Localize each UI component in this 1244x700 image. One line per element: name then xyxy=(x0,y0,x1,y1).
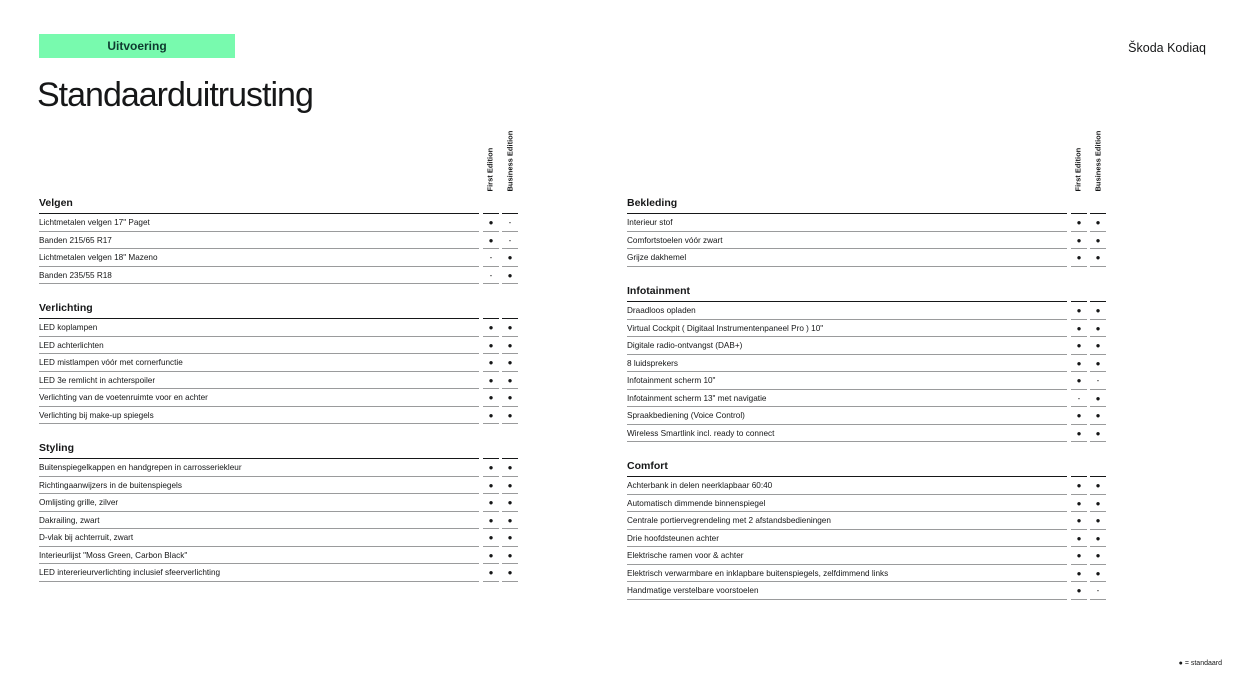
first-edition-value: ● xyxy=(1071,372,1087,390)
first-edition-value: ● xyxy=(1071,477,1087,495)
spec-row xyxy=(627,495,1107,513)
section-title: Verlichting xyxy=(39,302,519,319)
business-edition-value: ● xyxy=(502,267,518,285)
business-edition-value: ● xyxy=(502,477,518,495)
first-edition-value: ● xyxy=(1071,232,1087,250)
first-edition-value: ● xyxy=(1071,355,1087,373)
business-edition-value: ● xyxy=(1090,232,1106,250)
spec-label: Infotainment scherm 10" xyxy=(627,376,716,385)
first-edition-value: ● xyxy=(1071,249,1087,267)
spec-label: Verlichting van de voetenruimte voor en achter xyxy=(39,393,208,402)
spec-row xyxy=(627,547,1107,565)
spec-row xyxy=(39,547,519,565)
business-edition-value: ● xyxy=(502,249,518,267)
spec-section xyxy=(627,285,1107,442)
spec-label: Achterbank in delen neerklapbaar 60:40 xyxy=(627,481,773,490)
business-edition-value: ● xyxy=(1090,390,1106,408)
spec-row xyxy=(39,477,519,495)
spec-row xyxy=(627,425,1107,443)
spec-label: LED intererieurverlichting inclusief sfeerverlichting xyxy=(39,568,221,577)
spec-label: Banden 235/55 R18 xyxy=(39,270,112,280)
first-edition-value: ● xyxy=(483,459,499,477)
spec-row xyxy=(627,530,1107,548)
spec-row xyxy=(39,214,519,232)
first-edition-value: ● xyxy=(1071,320,1087,338)
spec-row xyxy=(39,232,519,250)
section-title: Comfort xyxy=(627,460,1107,477)
spec-label: Spraakbediening (Voice Control) xyxy=(627,411,745,420)
spec-row xyxy=(39,372,519,390)
spec-row xyxy=(627,337,1107,355)
spec-label: Digitale radio-ontvangst (DAB+) xyxy=(627,341,743,350)
first-edition-value: - xyxy=(483,249,499,267)
first-edition-value: ● xyxy=(1071,302,1087,320)
spec-row xyxy=(627,302,1107,320)
spec-label: Dakrailing, zwart xyxy=(39,515,100,525)
business-edition-value: ● xyxy=(502,494,518,512)
business-edition-value: ● xyxy=(502,407,518,425)
spec-label: Lichtmetalen velgen 18" Mazeno xyxy=(39,253,158,262)
spec-row xyxy=(627,390,1107,408)
spec-label: Richtingaanwijzers in de buitenspiegels xyxy=(39,480,182,490)
section-badge: Uitvoering xyxy=(39,34,235,58)
business-edition-value: ● xyxy=(502,354,518,372)
first-edition-value: ● xyxy=(483,529,499,547)
first-edition-value: ● xyxy=(483,372,499,390)
first-edition-value: ● xyxy=(483,214,499,232)
spec-label: 8 luidsprekers xyxy=(627,358,678,368)
legend: ● = standaard xyxy=(1178,660,1222,667)
business-edition-value: ● xyxy=(502,389,518,407)
first-edition-value: ● xyxy=(1071,565,1087,583)
first-edition-value: ● xyxy=(483,494,499,512)
spec-label: Elektrisch verwarmbare en inklapbare buitenspiegels, zelfdimmend links xyxy=(627,568,889,578)
first-edition-value: ● xyxy=(483,389,499,407)
business-edition-value: ● xyxy=(1090,407,1106,425)
spec-label: D-vlak bij achterruit, zwart xyxy=(39,533,134,542)
spec-row xyxy=(39,529,519,547)
spec-row xyxy=(627,565,1107,583)
spec-row xyxy=(39,354,519,372)
business-edition-value: ● xyxy=(1090,355,1106,373)
business-edition-value: ● xyxy=(1090,425,1106,443)
section-title: Velgen xyxy=(39,197,519,214)
first-edition-value: ● xyxy=(1071,582,1087,600)
spec-row xyxy=(627,512,1107,530)
spec-label: Lichtmetalen velgen 17" Paget xyxy=(39,218,150,227)
business-edition-value: ● xyxy=(1090,565,1106,583)
first-edition-value: ● xyxy=(1071,547,1087,565)
business-edition-value: - xyxy=(502,214,518,232)
business-edition-value: ● xyxy=(1090,530,1106,548)
business-edition-value: ● xyxy=(1090,302,1106,320)
spec-label: Virtual Cockpit ( Digitaal Instrumentenpaneel Pro ) 10" xyxy=(627,323,824,333)
first-edition-value: ● xyxy=(483,319,499,337)
spec-section xyxy=(39,302,519,424)
spec-label: LED achterlichten xyxy=(39,340,104,350)
first-edition-value: ● xyxy=(1071,530,1087,548)
spec-label: Interieur stof xyxy=(627,218,673,227)
spec-row xyxy=(39,459,519,477)
first-edition-value: ● xyxy=(483,354,499,372)
section-title: Styling xyxy=(39,442,519,459)
business-edition-value: - xyxy=(502,232,518,250)
spec-row xyxy=(627,372,1107,390)
first-edition-value: - xyxy=(483,267,499,285)
model-name: Škoda Kodiaq xyxy=(1128,41,1206,55)
first-edition-value: ● xyxy=(483,547,499,565)
column-header-business-edition: Business Edition xyxy=(1093,130,1103,192)
column-header-first-edition: First Edition xyxy=(485,147,495,192)
business-edition-value: ● xyxy=(502,319,518,337)
spec-label: Buitenspiegelkappen en handgrepen in carrosseriekleur xyxy=(39,463,242,472)
spec-row xyxy=(39,337,519,355)
first-edition-value: ● xyxy=(1071,512,1087,530)
spec-label: Drie hoofdsteunen achter xyxy=(627,533,719,543)
spec-row xyxy=(627,407,1107,425)
spec-label: Centrale portiervegrendeling met 2 afstandsbedieningen xyxy=(627,516,831,525)
business-edition-value: ● xyxy=(1090,249,1106,267)
first-edition-value: ● xyxy=(483,407,499,425)
spec-label: Draadloos opladen xyxy=(627,306,696,315)
first-edition-value: ● xyxy=(483,232,499,250)
section-title: Infotainment xyxy=(627,285,1107,302)
spec-label: Elektrische ramen voor & achter xyxy=(627,551,744,560)
spec-label: Infotainment scherm 13" met navigatie xyxy=(627,393,767,403)
spec-section xyxy=(627,197,1107,267)
spec-label: Verlichting bij make-up spiegels xyxy=(39,410,154,420)
spec-row xyxy=(39,494,519,512)
business-edition-value: ● xyxy=(1090,214,1106,232)
spec-section xyxy=(39,442,519,582)
spec-row xyxy=(627,249,1107,267)
spec-row xyxy=(39,407,519,425)
business-edition-value: ● xyxy=(502,564,518,582)
spec-label: Grijze dakhemel xyxy=(627,253,687,262)
spec-row xyxy=(627,355,1107,373)
section-title: Bekleding xyxy=(627,197,1107,214)
business-edition-value: - xyxy=(1090,372,1106,390)
spec-label: Handmatige verstelbare voorstoelen xyxy=(627,586,759,595)
business-edition-value: ● xyxy=(1090,337,1106,355)
spec-label: LED koplampen xyxy=(39,323,98,332)
spec-row xyxy=(39,319,519,337)
first-edition-value: ● xyxy=(483,337,499,355)
first-edition-value: ● xyxy=(483,564,499,582)
first-edition-value: ● xyxy=(1071,214,1087,232)
business-edition-value: ● xyxy=(1090,320,1106,338)
spec-label: Comfortstoelen vóór zwart xyxy=(627,235,723,245)
spec-row xyxy=(627,320,1107,338)
business-edition-value: ● xyxy=(1090,477,1106,495)
spec-row xyxy=(39,267,519,285)
business-edition-value: ● xyxy=(1090,512,1106,530)
spec-row xyxy=(627,214,1107,232)
column-header-first-edition: First Edition xyxy=(1073,147,1083,192)
spec-label: Banden 215/65 R17 xyxy=(39,235,112,245)
spec-row xyxy=(39,389,519,407)
spec-section xyxy=(627,460,1107,600)
spec-row xyxy=(39,512,519,530)
spec-row xyxy=(627,582,1107,600)
business-edition-value: ● xyxy=(502,337,518,355)
first-edition-value: ● xyxy=(1071,495,1087,513)
spec-row xyxy=(627,232,1107,250)
spec-row xyxy=(39,564,519,582)
page-title: Standaarduitrusting xyxy=(37,76,313,114)
first-edition-value: ● xyxy=(483,512,499,530)
business-edition-value: ● xyxy=(502,529,518,547)
first-edition-value: ● xyxy=(1071,425,1087,443)
first-edition-value: ● xyxy=(1071,337,1087,355)
business-edition-value: ● xyxy=(1090,495,1106,513)
business-edition-value: ● xyxy=(1090,547,1106,565)
spec-label: LED 3e remlicht in achterspoiler xyxy=(39,375,156,385)
first-edition-value: ● xyxy=(1071,407,1087,425)
column-header-business-edition: Business Edition xyxy=(505,130,515,192)
spec-label: Interieurlijst "Moss Green, Carbon Black" xyxy=(39,550,188,560)
spec-label: LED mistlampen vóór met cornerfunctie xyxy=(39,358,183,367)
spec-section xyxy=(39,197,519,284)
first-edition-value: ● xyxy=(483,477,499,495)
spec-label: Automatisch dimmende binnenspiegel xyxy=(627,498,766,508)
first-edition-value: - xyxy=(1071,390,1087,408)
business-edition-value: ● xyxy=(502,459,518,477)
business-edition-value: ● xyxy=(502,512,518,530)
spec-label: Omlijsting grille, zilver xyxy=(39,498,119,507)
spec-label: Wireless Smartlink incl. ready to connect xyxy=(627,428,775,438)
business-edition-value: ● xyxy=(502,372,518,390)
spec-row xyxy=(39,249,519,267)
spec-row xyxy=(627,477,1107,495)
business-edition-value: - xyxy=(1090,582,1106,600)
business-edition-value: ● xyxy=(502,547,518,565)
